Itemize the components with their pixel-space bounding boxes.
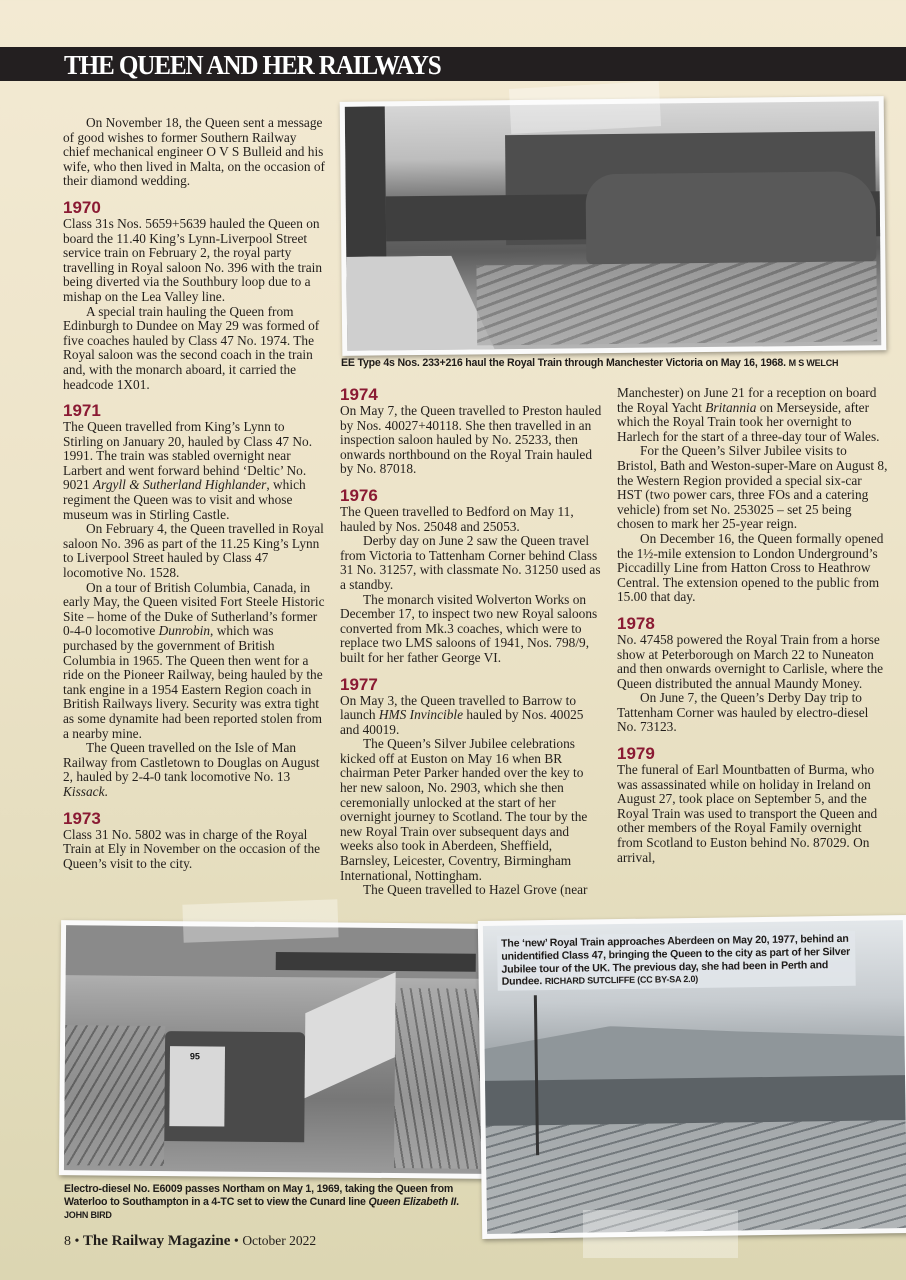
paragraph: The Queen’s Silver Jubilee celebrations kicked off at Euston on May 16 when BR chairman Peter Parker handed over the key to her new saloon, No. 2903, which she then ceremonially unlocked at the start of her overnight journey to Scotland. The tour by the new Royal Train over subsequent days and weeks also took in Aberdeen, Sheffield, Barnsley, Leicester, Coventry, Birmingham International, Nottingham. — [340, 736, 588, 883]
loco-name: Kissack — [63, 783, 105, 799]
paragraph: Class 31 No. 5802 was in charge of the Royal Train at Ely in November on the occasion of the Queen’s visit to the city. — [63, 826, 321, 871]
magazine-name: The Railway Magazine — [82, 1233, 231, 1249]
photo-caption: The ‘new’ Royal Train approaches Aberdeen on May 20, 1977, behind an unidentified Class 47, bringing the Queen to the city as part of her Silver Jubilee tour of the UK. The previous day, she had been in Perth and Dundee. RICHARD SUTCLIFFE (CC BY-SA 2.0) — [497, 931, 856, 991]
paragraph: No. 47458 powered the Royal Train from a horse show at Peterborough on March 22 to Nuneaton and then onwards overnight to Carlisle, where the Queen distributed the annual Maundy Money. — [617, 631, 884, 691]
photo-caption: Electro-diesel No. E6009 passes Northam on May 1, 1969, taking the Queen from Waterloo to Southampton in a 4-TC set to view the Cunard line Queen Elizabeth II. JOHN BIRD — [64, 1183, 459, 1220]
year-heading-1978: 1978 — [617, 613, 655, 633]
station-building — [345, 106, 387, 266]
royal-train-coaches — [485, 1075, 906, 1126]
paragraph: A special train hauling the Queen from Edinburgh to Dundee on May 29 was formed of five coaches hauled by Class 47 No. 1974. The Royal saloon was the second coach in the train and, with the monarch aboard, it carried the headcode 1X01. — [63, 303, 320, 392]
paragraph: The Queen travelled to Bedford on May 11, hauled by Nos. 25048 and 25053. — [340, 503, 574, 534]
year-heading-1979: 1979 — [617, 744, 655, 764]
train-photo-image — [483, 920, 906, 1234]
photo-credit: JOHN BIRD — [64, 1210, 112, 1220]
train-photo-image — [345, 101, 882, 351]
paragraph: On a tour of British Columbia, Canada, in early May, the Queen visited Fort Steele Historic Site – home of the Duke of Sutherland’s former 0-4-0 locomotive Dunrobin, which was purchased by the government of British Columbia in 1965. The Queen then went for a ride on the Pioneer Railway, being hauled by the tank engine in a 1954 Eastern Region coach in British Railways livery. Security was extra tight as some dynamite had been reported stolen from a nearby mine. — [63, 579, 325, 741]
tape-decoration — [182, 899, 338, 942]
paragraph: The funeral of Earl Mountbatten of Burma, who was assassinated while on holiday in Ireland on August 27, took place on September 5, and the Royal Train was used to transport the Queen and other members of the Royal Family overnight from Scotland to Euston behind No. 87029. On arrival, — [617, 762, 878, 865]
photo-aberdeen — [478, 915, 906, 1239]
loco-name: Argyll & Sutherland Highlander — [93, 477, 267, 493]
paragraph: Derby day on June 2 saw the Queen travel from Victoria to Tattenham Corner behind Class 31 No. 31257, with classmate No. 31250 used as a standby. — [340, 533, 601, 592]
paragraph: For the Queen’s Silver Jubilee visits to Bristol, Bath and Weston-super-Mare on August 8, the Western Region provided a special six-car HST (two power cars, three FOs and a catering vehicle) from set No. 253025 – set 25 being chosen to mark her 25-year reign. — [617, 443, 888, 532]
paragraph: On November 18, the Queen sent a message of good wishes to former Southern Railway chief mechanical engineer O V S Bulleid and his wife, who then lived in Malta, on the occasion of their diamond wedding. — [63, 115, 325, 189]
headcode: 95 — [189, 1051, 200, 1062]
tracks — [394, 988, 486, 1169]
platform — [346, 255, 497, 351]
photo-manchester-victoria — [340, 96, 887, 356]
page-footer: 8 • The Railway Magazine • October 2022 — [64, 1233, 317, 1249]
tape-decoration — [509, 81, 661, 134]
ship-name: HMS Invincible — [378, 707, 464, 723]
ship-name: Britannia — [705, 399, 757, 415]
photo-credit: M S WELCH — [788, 358, 839, 368]
paragraph: On May 7, the Queen travelled to Preston hauled by Nos. 40027+40118. She then travelled in an inspection saloon hauled by No. 25233, then onwards northbound on the Royal Train hauled by No. 87018. — [340, 403, 602, 477]
year-heading-1973: 1973 — [63, 808, 101, 828]
paragraph: Class 31s Nos. 5659+5639 hauled the Queen on board the 11.40 King’s Lynn-Liverpool Street service train on February 2, the royal party travelling in Royal saloon No. 396 with the train being diverted via the Southbury loop due to a mishap on the Lea Valley line. — [63, 215, 323, 304]
page-title: THE QUEEN AND HER RAILWAYS — [64, 50, 441, 80]
year-heading-1977: 1977 — [340, 674, 378, 694]
paragraph: Manchester) on June 21 for a reception on board the Royal Yacht Britannia on Merseyside, after which the Royal Train took her overnight to Harlech for the start of a three-day tour of Wales. — [617, 385, 880, 444]
paragraph: The Queen travelled from King’s Lynn to Stirling on January 20, hauled by Class 47 No. 1991. The train was stabled overnight near Larbert and went forward behind ‘Deltic’ No. 9021 Argyll & Sutherland Highlander, which regiment the Queen was to visit and whose museum was in Stirling Castle. — [63, 419, 313, 522]
paragraph: On June 7, the Queen’s Derby Day trip to Tattenham Corner was hauled by electro-diesel No. 73123. — [617, 690, 869, 735]
article-column-3 — [617, 386, 889, 865]
photo-northam — [59, 920, 491, 1179]
article-column-2 — [340, 386, 602, 898]
4tc-coaches — [305, 972, 396, 1098]
photo-caption: EE Type 4s Nos. 233+216 haul the Royal Train through Manchester Victoria on May 16, 1968. M S WELCH — [341, 357, 839, 369]
paragraph: On February 4, the Queen travelled in Royal saloon No. 396 as part of the 11.25 King’s Lynn to Liverpool Street hauled by Class 47 locomotive No. 1528. — [63, 521, 324, 581]
paragraph: On December 16, the Queen formally opened the 1½-mile extension to London Underground’s Piccadilly Line from Hatton Cross to Heathrow Central. The extension opened to the public from 15.00 that day. — [617, 530, 884, 605]
year-heading-1974: 1974 — [340, 385, 378, 404]
paragraph: The Queen travelled on the Isle of Man Railway from Castletown to Douglas on August 2, hauled by 2-4-0 tank locomotive No. 13 Kissack. — [63, 740, 320, 799]
tape-decoration — [583, 1210, 738, 1258]
bridge — [276, 952, 476, 972]
year-heading-1970: 1970 — [63, 197, 101, 217]
year-heading-1976: 1976 — [340, 485, 378, 505]
photo-credit: RICHARD SUTCLIFFE (CC BY-SA 2.0) — [544, 974, 699, 987]
article-column-1 — [63, 116, 325, 871]
paragraph: The Queen travelled to Hazel Grove (near — [363, 882, 588, 898]
year-heading-1971: 1971 — [63, 401, 101, 421]
paragraph: The monarch visited Wolverton Works on December 17, to inspect two new Royal saloons converted from Mk.3 coaches, which were to replace two LMS saloons of 1941, Nos. 798/9, built for her father George VI. — [340, 591, 598, 665]
title-bar — [0, 47, 906, 81]
tracks — [64, 1025, 165, 1166]
issue-date: October 2022 — [242, 1233, 317, 1248]
loco-name: Dunrobin — [158, 623, 211, 639]
paragraph: On May 3, the Queen travelled to Barrow to launch HMS Invincible hauled by Nos. 40025 and 40019. — [340, 692, 584, 737]
locomotive — [585, 171, 876, 264]
train-photo-image — [64, 925, 486, 1174]
tracks — [476, 261, 877, 345]
page-number: 8 — [64, 1234, 71, 1249]
